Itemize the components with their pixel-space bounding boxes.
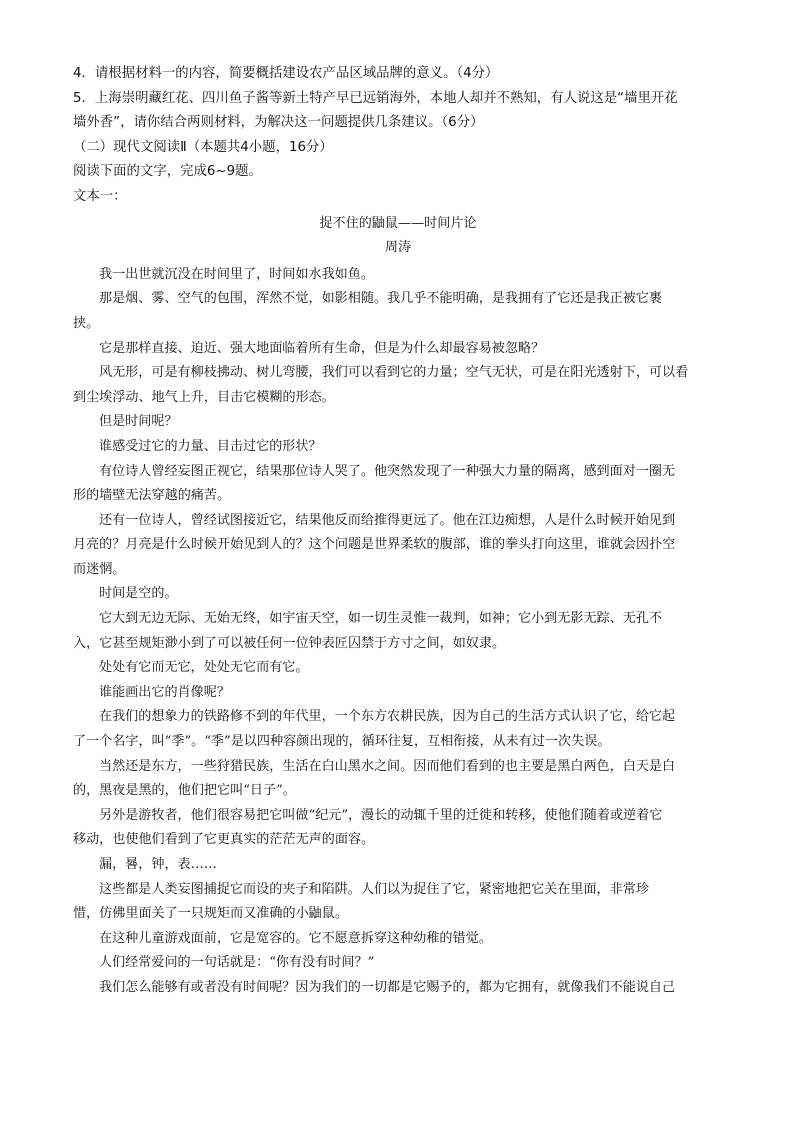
exam-page: [73, 62, 723, 1001]
paragraph-line: 我一出世就沉没在时间里了，时间如水我如鱼。: [99, 266, 374, 282]
paragraph: [73, 976, 723, 1001]
paragraph: [73, 361, 723, 410]
paragraph: [73, 804, 723, 853]
section-instruction: 阅读下面的文字，完成6~9题。: [73, 164, 262, 180]
paragraph-line: 形的墙壁无法穿越的痛苦。: [73, 488, 231, 504]
paragraph-line: 到尘埃浮动、地气上升，目击它模糊的形态。: [73, 389, 335, 405]
paragraph-line: 这些都是人类妄图捕捉它而设的夹子和陷阱。人们以为捉住了它，紧密地把它关在里面，非常珍: [99, 881, 649, 897]
paragraph-line: 谁感受过它的力量、目击过它的形状？: [99, 438, 322, 454]
paragraph-line: 漏，晷，钟，表……: [99, 857, 217, 872]
article-body: [73, 263, 723, 1001]
paragraph: [73, 410, 723, 435]
paragraph-line: 我们怎么能够有或者没有时间呢？因为我们的一切都是它赐予的，都为它拥有，就像我们不能说自己: [99, 979, 676, 995]
paragraph-line: 还有一位诗人，曾经试图接近它，结果他反而给推得更远了。他在江边痴想，人是什么时候开始见到: [99, 512, 676, 528]
paragraph-line: 另外是游牧者，他们很容易把它叫做“纪元”，漫长的动辄千里的迁徙和转移，使他们随着或逆着它: [99, 807, 663, 823]
paragraph-line: 而迷惘。: [73, 561, 126, 577]
paragraph: [73, 951, 723, 976]
paragraph: [73, 607, 723, 656]
paragraph: [73, 878, 723, 927]
paragraph: [73, 509, 723, 583]
paragraph-line: 时间是空的。: [99, 586, 178, 602]
paragraph-line: 的，黑夜是黑的，他们把它叫“日子”。: [73, 783, 296, 799]
paragraph-line: 挟。: [73, 315, 100, 331]
paragraph-line: 它大到无边无际、无始无终，如宇宙天空，如一切生灵惟一裁判，如神；它小到无影无踪、无孔不: [99, 611, 663, 627]
paragraph: [73, 927, 723, 952]
paragraph-line: 风无形，可是有柳枝拂动、树儿弯腰，我们可以看到它的力量；空气无状，可是在阳光透射下，可以看: [99, 365, 689, 381]
paragraph: [73, 656, 723, 681]
paragraph-line: 惜，仿佛里面关了一只规矩而又准确的小鼬鼠。: [73, 906, 348, 922]
question-5-line-2: 墙外香”，请你结合两则材料，为解决这一问题提供几条建议。（6分）: [73, 115, 484, 131]
paragraph: [73, 681, 723, 706]
paragraph-line: 在我们的想象力的铁路修不到的年代里，一个东方农耕民族，因为自己的生活方式认识了它，给它起: [99, 709, 676, 725]
paragraph-line: 它是那样直接、迫近、强大地面临着所有生命，但是为什么却最容易被忽略？: [99, 340, 545, 356]
question-4: 4．请根据材料一的内容，简要概括建设农产品区域品牌的意义。（4分）: [73, 66, 499, 81]
paragraph-line: 在这种儿童游戏面前，它是宽容的。它不愿意拆穿这种幼稚的错觉。: [99, 930, 492, 946]
paragraph: [73, 337, 723, 362]
paragraph-line: 处处有它而无它，处处无它而有它。: [99, 660, 309, 676]
paragraph: [73, 582, 723, 607]
paragraph: [73, 460, 723, 509]
paragraph-line: 那是烟、雾、空气的包围，浑然不觉，如影相随。我几乎不能明确，是我拥有了它还是我正被它裹: [99, 291, 663, 307]
paragraph-line: 人们经常爱问的一句话就是：“你有没有时间？”: [99, 955, 375, 971]
section-heading: （二）现代文阅读Ⅱ（本题共4小题，16分）: [73, 139, 333, 155]
article-title: 捉不住的鼬鼠——时间片论: [319, 215, 477, 231]
paragraph: [73, 853, 723, 878]
question-5-line-1: 5．上海崇明藏红花、四川鱼子酱等新土特产早已远销海外，本地人却并不熟知，有人说这是“墙里开花: [73, 90, 678, 106]
paragraph: [73, 287, 723, 336]
text-label: 文本一：: [73, 188, 127, 204]
paragraph-line: 入，它甚至规矩渺小到了可以被任何一位钟表匠囚禁于方寸之间，如奴隶。: [73, 635, 506, 651]
paragraph-line: 但是时间呢？: [99, 414, 178, 430]
paragraph-line: 月亮的？月亮是什么时候开始见到人的？这个问题是世界柔软的腹部，谁的拳头打向这里，谁就会因扑空: [73, 537, 676, 553]
paragraph-line: 有位诗人曾经妄图正视它，结果那位诗人哭了。他突然发现了一种强大力量的隔离，感到面对一圈无: [99, 463, 676, 479]
paragraph-line: 移动，也使他们看到了它更真实的茫茫无声的面容。: [73, 832, 375, 848]
paragraph: [73, 705, 723, 754]
article-author: 周涛: [384, 240, 412, 256]
paragraph: [73, 263, 723, 288]
paragraph: [73, 755, 723, 804]
paragraph: [73, 435, 723, 460]
paragraph-line: 谁能画出它的肖像呢？: [99, 684, 230, 700]
paragraph-line: 了一个名字，叫“季”。“季”是以四种容颜出现的，循环往复，互相衔接，从未有过一次失误。: [73, 734, 611, 750]
paragraph-line: 当然还是东方，一些狩猎民族，生活在白山黑水之间。因而他们看到的也主要是黑白两色，白天是白: [99, 758, 676, 774]
